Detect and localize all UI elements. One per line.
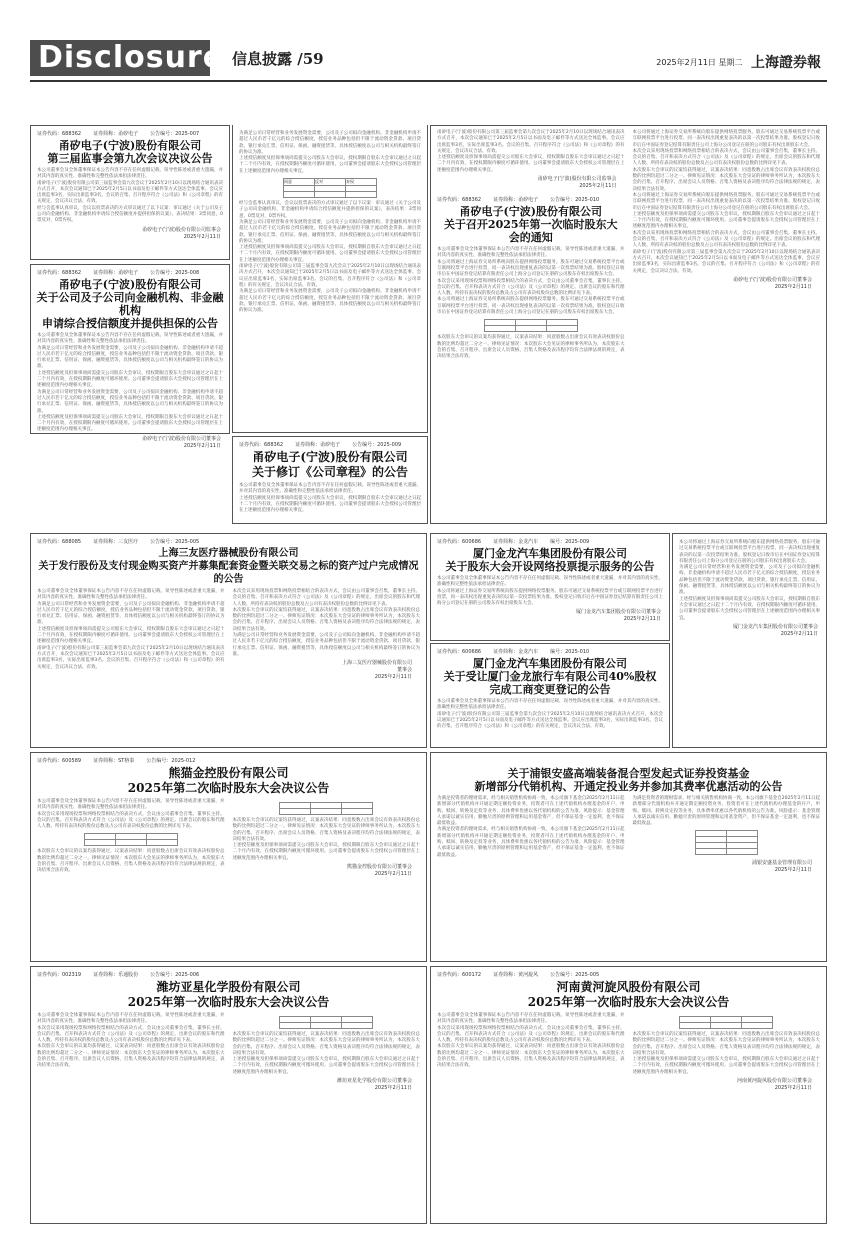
table-cell <box>84 840 115 846</box>
table-cell <box>311 1023 342 1029</box>
notice-body: 本公司将通过上海证券交易所系统向股东提供网络投票服务。股东可通过交易系统投票平台或互联网投票平台进行投票，同一表决权出现重复表决的以第一次投票结果为准。股权登记日收市后在中国证券登记结算有限责任公司上海分公司登记在册的公司股东有权出席股东大会。 <box>437 588 663 607</box>
notice-body: 本次会议采用现场投票和网络投票相结合的表决方式，会议由公司董事会召集，董事长主持。会议的召集、召开和表决方式符合《公司法》及《公司章程》的规定。出席会议的股东和代理人人数、所持有表决权的股份总数及占公司有表决权股份总数的比例详见下表。 <box>37 1025 225 1044</box>
column <box>37 1013 225 1094</box>
table-cell <box>515 326 546 332</box>
notice-body: 本次会议采用现场投票和网络投票相结合的表决方式，会议由公司董事会召集，董事长主持。会议的召集、召开和表决方式符合《公司法》及《公司章程》的规定。出席会议的股东和代理人人数、所持有表决权的股份总数及占公司有表决权股份总数的比例详见下表。 <box>632 148 820 167</box>
notice-body: 为满足公司日常经营和业务发展资金需要，公司及子公司拟向金融机构、非金融机构申请不超过人民币若干亿元的综合授信额度，授信业务品种包括但不限于流动资金贷款、项目贷款、银行承兑汇票、信用证、保函、融资租赁等，具体授信额度以公司与相关机构最终签订的协议为准。 <box>37 389 223 414</box>
two-column-body <box>431 1013 826 1094</box>
notice-title: 厦门金龙汽车集团股份有限公司 关于受让厦门金龙旅行车有限公司40%股权 完成工商变更登记的公告 <box>443 657 657 696</box>
notice-body: 为满足投资者的理财需求，经与相关销售机构协商一致，本公司旗下基金自2025年2月11日起新增部分代销机构并开通定期定额投资业务，投资者可在上述代销机构办理基金的开户、申购、赎回、转换及定投等业务，具体费率优惠以各代销机构的公告为准。风险提示：基金管理人承诺以诚实信用、勤勉尽责的原则管理和运用基金资产，但不保证基金一定盈利，也不保证最低收益。 <box>437 827 625 858</box>
column <box>437 1013 625 1094</box>
notice-body: 上述授信额度及担保事项尚需提交公司股东大会审议，授权期限自股东大会审议通过之日起十二个月内有效，在授权期限内额度可循环使用。公司董事会提请股东大会授权公司管理层在上述额度范围内办理相关事宜。 <box>232 843 420 861</box>
notice-box <box>30 752 427 962</box>
notice-continuation <box>672 533 827 748</box>
section-title: 信息披露 /59 <box>232 50 324 68</box>
notice-body: 本次股东大会审议的议案均获得通过，议案表决结果：同意股数占出席会议有效表决权股份总数的比例均超过二分之一。律师见证情况：本次股东大会见证的律师事务所认为，本次股东大会的召集、召开程序、出席会议人员资格、召集人资格及表决程序均符合法律法规的规定，表决结果合法有效。 <box>437 1044 625 1069</box>
notice-body: 本次会议采用现场投票和网络投票相结合的表决方式，会议由公司董事会召集，董事长主持。会议的召集、召开和表决方式符合《公司法》及《公司章程》的规定。出席会议的股东和代理人人数、所持有表决权的股份总数及占公司有表决权股份总数的比例详见下表。 <box>632 230 820 249</box>
notice-signature: 潍坊亚星化学股份有限公司董事会 2025年2月11日 <box>336 1078 412 1092</box>
notice-signature: 上海三友医疗器械股份有限公司 董事会 2025年2月11日 <box>341 660 412 681</box>
announcement-number: 公告编号：2025-005 <box>150 539 200 545</box>
data-table <box>283 178 377 198</box>
notice-title: 关于浦银安盛高端装备混合型发起式证券投资基金 新增部分代销机构、开通定投业务并参加其费率优惠活动的公告 <box>474 767 783 793</box>
notice-signature: 甬矽电子(宁波)股份有限公司董事会 2025年2月11日 <box>142 435 221 449</box>
stock-abbr: 证券简称：甬矽电子 <box>295 442 341 448</box>
notice-body: 本公司董事会及全体董事保证本公告内容不存在任何虚假记载、误导性陈述或者重大遗漏，并对其内容的真实性、准确性和完整性依法承担法律责任。 <box>437 247 625 259</box>
notice-body: 甬矽电子(宁波)股份有限公司第三届监事会第九次会议于2025年2月10日以现场结合通讯表决方式召开，本次会议通知已于2025年2月5日以书面及电子邮件等方式送达全体监事。会议应出席监事3名，实际出席监事3名。会议的召集、召开程序符合《公司法》和《公司章程》的有关规定，会议决议合法、有效。 <box>632 249 820 274</box>
notice-title: 河南黄河旋风股份有限公司 2025年第一次临时股东大会决议公告 <box>527 980 730 1009</box>
masthead-right <box>656 52 821 72</box>
notice-body: 为满足公司日常经营和业务发展资金需要，公司及子公司拟向金融机构、非金融机构申请不超过人民币若干亿元的综合授信额度，授信业务品种包括但不限于流动资金贷款、项目贷款、银行承兑汇票、信用证、保函、融资租赁等，具体授信额度以公司与相关机构最终签订的协议为准。 <box>239 131 421 155</box>
masthead-rule <box>30 80 827 82</box>
column <box>233 1013 421 1094</box>
notice-body: 为满足公司日常经营和业务发展资金需要，公司及子公司拟向金融机构、非金融机构申请不超过人民币若干亿元的综合授信额度，授信业务品种包括但不限于流动资金贷款、项目贷款、银行承兑汇票、信用证、保函、融资租赁等，具体授信额度以公司与相关机构最终签订的协议为准。 <box>239 219 421 244</box>
notice-body: 本公司董事会及全体董事保证本公告内容不存在任何虚假记载、误导性陈述或者重大遗漏，并对其内容的真实性、准确性和完整性依法承担法律责任。 <box>37 168 223 180</box>
data-table <box>84 833 178 846</box>
stock-abbr: 证券简称：黄河旋风 <box>493 972 539 978</box>
notice-title: 潍坊亚星化学股份有限公司 2025年第一次临时股东大会决议公告 <box>127 980 330 1009</box>
notice-body: 本公司将通过上海证券交易所系统向股东提供网络投票服务。股东可通过交易系统投票平台或互联网投票平台进行投票，同一表决权出现重复表决的以第一次投票结果为准。股权登记日收市后在中国证券登记结算有限责任公司上海分公司登记在册的公司股东有权出席股东大会。 <box>437 297 625 316</box>
notice-body: 本公司董事会及全体董事保证本公告内容不存在任何虚假记载、误导性陈述或者重大遗漏，并对其内容的真实性、准确性和完整性依法承担法律责任。 <box>37 589 225 601</box>
notice-body: 甬矽电子(宁波)股份有限公司第三届监事会第九次会议于2025年2月10日以现场结合通讯表决方式召开，本次会议通知已于2025年2月5日以书面及电子邮件等方式送达全体监事。会议应出席监事3名，实际出席监事3名。会议的召集、召开程序符合《公司法》和《公司章程》的有关规定，会议决议合法、有效。 <box>37 180 223 205</box>
notice-body: 为满足投资者的理财需求，经与相关销售机构协商一致，本公司旗下基金自2025年2月11日起新增部分代销机构并开通定期定额投资业务，投资者可在上述代销机构办理基金的开户、申购、赎回、转换及定投等业务，具体费率优惠以各代销机构的公告为准。风险提示：基金管理人承诺以诚实信用、勤勉尽责的原则管理和运用基金资产，但不保证基金一定盈利，也不保证最低收益。 <box>437 796 625 827</box>
notice-body: 本公司将通过上海证券交易所系统向股东提供网络投票服务。股东可通过交易系统投票平台或互联网投票平台进行投票，同一表决权出现重复表决的以第一次投票结果为准。股权登记日收市后在中国证券登记结算有限责任公司上海分公司登记在册的公司股东有权出席股东大会。 <box>632 192 820 211</box>
table-cell <box>695 849 726 855</box>
table-cell <box>284 192 315 198</box>
data-table <box>279 802 373 815</box>
issue-date: 2025年2月11日 星期二 <box>656 58 743 67</box>
column <box>633 796 821 876</box>
column <box>37 799 225 880</box>
notice-body: 为满足公司日常经营和业务发展资金需要，公司及子公司拟向金融机构、非金融机构申请不超过人民币若干亿元的综合授信额度，授信业务品种包括但不限于流动资金贷款、项目贷款、银行承兑汇票、信用证、保函、融资租赁等，具体授信额度以公司与相关机构最终签订的协议为准。 <box>679 565 820 596</box>
notice-signature: 甬矽电子(宁波)股份有限公司监事会 2025年2月11日 <box>142 226 221 240</box>
stock-abbr: 证券简称：金龙汽车 <box>493 649 539 655</box>
table-cell <box>146 840 177 846</box>
notice-title: 甬矽电子(宁波)股份有限公司 关于召开2025年第一次临时股东大会的通知 <box>443 205 618 245</box>
code-row <box>437 192 625 203</box>
notice-box <box>232 436 428 524</box>
table-cell <box>342 809 373 815</box>
column <box>233 799 421 880</box>
notice-body: 上述授信额度及担保事项尚需提交公司股东大会审议，授权期限自股东大会审议通过之日起十二个月内有效，在授权期限内额度可循环使用。公司董事会提请股东大会授权公司管理层在上述额度范围内办理相关事宜。 <box>37 414 223 433</box>
notice-box <box>430 533 670 641</box>
table-cell <box>484 326 515 332</box>
announcement-number: 公告编号：2025-010 <box>550 197 600 204</box>
table-cell: 弃权 <box>346 179 377 186</box>
stock-code: 证券代码：688362 <box>37 270 82 276</box>
stock-code: 证券代码：600686 <box>437 539 482 545</box>
table-cell <box>280 1023 311 1029</box>
notice-body: 本公司董事会及全体董事保证本公告内容不存在任何虚假记载、误导性陈述或者重大遗漏，并对其内容的真实性、准确性和完整性依法承担法律责任。 <box>437 699 663 711</box>
column <box>37 589 225 683</box>
notice-body: 甬矽电子(宁波)股份有限公司第三届监事会第九次会议于2025年2月10日以现场结合通讯表决方式召开，本次会议通知已于2025年2月5日以书面及电子邮件等方式送达全体监事。会议应出席监事3名，实际出席监事3名。会议的召集、召开程序符合《公司法》和《公司章程》的有关规定，会议决议合法、有效。 <box>37 645 225 670</box>
notice-title: 甬矽电子(宁波)股份有限公司 第三届监事会第九次会议决议公告 <box>47 139 213 165</box>
notice-body: 经与会监事认真审议，会议以投票表决的方式审议通过了以下议案：审议通过《关于公司及子公司向金融机构、非金融机构申请综合授信额度并提供担保的议案》，表决结果：3票同意，0票反对，0票弃权。 <box>239 201 421 219</box>
table-cell <box>711 1023 742 1029</box>
announcement-number: 公告编号：2025-008 <box>150 270 200 276</box>
notice-body: 本次股东大会审议的议案均获得通过，议案表决结果：同意股数占出席会议有效表决权股份总数的比例均超过二分之一。律师见证情况：本次股东大会见证的律师事务所认为，本次股东大会的召集、召开程序、出席会议人员资格、召集人资格及表决程序均符合法律法规的规定，表决结果合法有效。 <box>437 335 625 360</box>
column <box>437 130 625 361</box>
notice-box <box>430 643 670 748</box>
notice-body: 本公司董事会及全体董事保证本公告内容不存在任何虚假记载、误导性陈述或者重大遗漏，并对其内容的真实性、准确性和完整性依法承担法律责任。 <box>37 799 225 811</box>
notice-body: 为满足公司日常经营和业务发展资金需要，公司及子公司拟向金融机构、非金融机构申请不超过人民币若干亿元的综合授信额度，授信业务品种包括但不限于流动资金贷款、项目贷款、银行承兑汇票、信用证、保函、融资租赁等，具体授信额度以公司与相关机构最终签订的协议为准。 <box>239 289 421 314</box>
notice-title: 上海三友医疗器械股份有限公司 关于发行股份及支付现金购买资产并募集配套资金暨关联交易之标的资产过户完成情况的公告 <box>38 548 419 585</box>
notice-box <box>30 533 427 748</box>
notice-body: 上述授信额度及担保事项尚需提交公司股东大会审议，授权期限自股东大会审议通过之日起十二个月内有效，在授权期限内额度可循环使用。公司董事会提请股东大会授权公司管理层在上述额度范围内办理相关事宜。 <box>437 155 625 173</box>
stock-code: 证券代码：600589 <box>37 758 82 764</box>
code-row <box>431 644 669 655</box>
stock-code: 证券代码：600172 <box>437 972 482 978</box>
column <box>437 796 625 876</box>
notice-body: 本次会议采用现场投票和网络投票相结合的表决方式，会议由公司董事会召集，董事长主持。会议的召集、召开和表决方式符合《公司法》及《公司章程》的规定。出席会议的股东和代理人人数、所持有表决权的股份总数及占公司有表决权股份总数的比例详见下表。 <box>437 278 625 297</box>
notice-body: 上述授信额度及担保事项尚需提交公司股东大会审议，授权期限自股东大会审议通过之日起十二个月内有效，在授权期限内额度可循环使用。公司董事会提请股东大会授权公司管理层在上述额度范围内办理相关事宜。 <box>239 156 421 174</box>
announcement-number: 公告编号：2025-005 <box>550 972 600 978</box>
notice-body: 甬矽电子(宁波)股份有限公司第三届监事会第九次会议于2025年2月10日以现场结合通讯表决方式召开，本次会议通知已于2025年2月5日以书面及电子邮件等方式送达全体监事。会议应出席监事3名，实际出席监事3名。会议的召集、召开程序符合《公司法》和《公司章程》的有关规定，会议决议合法、有效。 <box>437 130 625 154</box>
stock-abbr: 证券简称：甬矽电子 <box>93 131 139 137</box>
stock-code: 证券代码：688362 <box>437 197 482 204</box>
notice-body: 本公司董事会及全体董事保证本公告内容不存在任何虚假记载、误导性陈述或者重大遗漏，并对其内容的真实性、准确性和完整性依法承担法律责任。 <box>37 1013 225 1025</box>
notice-body: 为满足公司日常经营和业务发展资金需要，公司及子公司拟向金融机构、非金融机构申请不超过人民币若干亿元的综合授信额度，授信业务品种包括但不限于流动资金贷款、项目贷款、银行承兑汇票、信用证、保函、融资租赁等，具体授信额度以公司与相关机构最终签订的协议为准。 <box>37 345 223 370</box>
code-row <box>431 534 669 545</box>
notice-body: 本次股东大会审议的议案均获得通过，议案表决结果：同意股数占出席会议有效表决权股份总数的比例均超过二分之一。律师见证情况：本次股东大会见证的律师事务所认为，本次股东大会的召集、召开程序、出席会议人员资格、召集人资格及表决程序均符合法律法规的规定，表决结果合法有效。 <box>232 818 420 842</box>
stock-abbr: 证券简称：金龙汽车 <box>493 539 539 545</box>
code-row <box>31 967 426 978</box>
code-row <box>31 534 426 545</box>
notice-body: 上述授信额度及担保事项尚需提交公司股东大会审议，授权期限自股东大会审议通过之日起十二个月内有效，在授权期限内额度可循环使用。公司董事会提请股东大会授权公司管理层在上述额度范围内办理相关事宜。 <box>632 1057 820 1075</box>
stock-code: 证券代码：688362 <box>239 442 284 448</box>
announcement-number: 公告编号：2025-009 <box>352 442 402 448</box>
stock-abbr: 证券简称：三友医疗 <box>93 539 139 545</box>
column <box>233 589 421 683</box>
notice-signature: 河南黄河旋风股份有限公司董事会 2025年2月11日 <box>736 1078 812 1092</box>
notice-body: 本公司将通过上海证券交易所系统向股东提供网络投票服务。股东可通过交易系统投票平台或互联网投票平台进行投票，同一表决权出现重复表决的以第一次投票结果为准。股权登记日收市后在中国证券登记结算有限责任公司上海分公司登记在册的公司股东有权出席股东大会。 <box>632 130 820 148</box>
newspaper-name: 上海證券報 <box>751 55 821 71</box>
notice-body: 为满足公司日常经营和业务发展资金需要，公司及子公司拟向金融机构、非金融机构申请不超过人民币若干亿元的综合授信额度，授信业务品种包括但不限于流动资金贷款、项目贷款、银行承兑汇票、信用证、保函、融资租赁等，具体授信额度以公司与相关机构最终签订的协议为准。 <box>232 633 420 657</box>
notice-body: 本公司将通过上海证券交易所系统向股东提供网络投票服务。股东可通过交易系统投票平台或互联网投票平台进行投票，同一表决权出现重复表决的以第一次投票结果为准。股权登记日收市后在中国证券登记结算有限责任公司上海分公司登记在册的公司股东有权出席股东大会。 <box>437 259 625 278</box>
stock-code: 证券代码：688085 <box>37 539 82 545</box>
stock-abbr: 证券简称：ST榕泰 <box>93 758 135 764</box>
notice-title: 熊猫金控股份有限公司 2025年第二次临时股东大会决议公告 <box>127 766 330 795</box>
table-cell: 反对 <box>315 179 346 186</box>
notice-body: 本次会议采用现场投票和网络投票相结合的表决方式，会议由公司董事会召集，董事长主持。会议的召集、召开和表决方式符合《公司法》及《公司章程》的规定。出席会议的股东和代理人人数、所持有表决权的股份总数及占公司有表决权股份总数的比例详见下表。 <box>437 1025 625 1044</box>
table-cell <box>726 849 757 855</box>
notice-body: 本公司将通过上海证券交易所系统向股东提供网络投票服务。股东可通过交易系统投票平台或互联网投票平台进行投票，同一表决权出现重复表决的以第一次投票结果为准。股权登记日收市后在中国证券登记结算有限责任公司上海分公司登记在册的公司股东有权出席股东大会。 <box>679 540 820 564</box>
stock-code: 证券代码：688362 <box>37 131 82 137</box>
notice-title: 甬矽电子(宁波)股份有限公司 关于修订《公司章程》的公告 <box>251 450 408 479</box>
two-column-body <box>31 799 426 880</box>
stock-code: 证券代码：600686 <box>437 649 482 655</box>
code-row <box>31 753 426 764</box>
disclosure-logo: Disclosure <box>30 40 210 76</box>
announcement-number: 公告编号：2025-012 <box>146 758 196 764</box>
data-table <box>484 319 578 332</box>
data-table <box>679 1016 773 1029</box>
notice-signature: 甬矽电子(宁波)股份有限公司董事会 2025年2月11日 <box>733 276 812 290</box>
notice-body: 本次股东大会审议的议案均获得通过，议案表决结果：同意股数占出席会议有效表决权股份总数的比例均超过二分之一。律师见证情况：本次股东大会见证的律师事务所认为，本次股东大会的召集、召开程序、出席会议人员资格、召集人资格及表决程序均符合法律法规的规定，表决结果合法有效。 <box>37 849 225 874</box>
notice-box <box>30 966 427 1224</box>
notice-body: 本次股东大会审议的议案均获得通过，议案表决结果：同意股数占出席会议有效表决权股份总数的比例均超过二分之一。律师见证情况：本次股东大会见证的律师事务所认为，本次股东大会的召集、召开程序、出席会议人员资格、召集人资格及表决程序均符合法律法规的规定，表决结果合法有效。 <box>232 1032 420 1056</box>
notice-box <box>30 264 230 449</box>
notice-body: 本次股东大会审议的议案均获得通过，议案表决结果：同意股数占出席会议有效表决权股份总数的比例均超过二分之一。律师见证情况：本次股东大会见证的律师事务所认为，本次股东大会的召集、召开程序、出席会议人员资格、召集人资格及表决程序均符合法律法规的规定，表决结果合法有效。 <box>37 1044 225 1069</box>
notice-body: 本公司董事会及全体董事保证本公告内容不存在任何虚假记载、误导性陈述或者重大遗漏，并对其内容的真实性、准确性和完整性依法承担法律责任。 <box>239 483 421 495</box>
two-column-body <box>31 589 426 683</box>
stock-abbr: 证券简称：甬矽电子 <box>93 270 139 276</box>
notice-box <box>430 966 827 1224</box>
notice-signature: 甬矽电子(宁波)股份有限公司监事会 2025年2月11日 <box>537 176 617 190</box>
code-row <box>31 265 229 276</box>
notice-box <box>430 752 827 962</box>
two-column-body <box>431 126 826 361</box>
stock-code: 证券代码：002319 <box>37 972 82 978</box>
notice-body: 本次股东大会审议的议案均获得通过，议案表决结果：同意股数占出席会议有效表决权股份总数的比例均超过二分之一。律师见证情况：本次股东大会见证的律师事务所认为，本次股东大会的召集、召开程序、出席会议人员资格、召集人资格及表决程序均符合法律法规的规定，表决结果合法有效。 <box>632 167 820 192</box>
notice-title: 厦门金龙汽车集团股份有限公司 关于股东大会开设网络投票提示服务的公告 <box>445 547 655 573</box>
notice-body: 本公司董事会及全体董事保证本公告内容不存在任何虚假记载、误导性陈述或者重大遗漏，并对其内容的真实性、准确性和完整性依法承担法律责任。 <box>437 1013 625 1025</box>
notice-body: 上述授信额度及担保事项尚需提交公司股东大会审议，授权期限自股东大会审议通过之日起十二个月内有效，在授权期限内额度可循环使用。公司董事会提请股东大会授权公司管理层在上述额度范围内办理相关事宜。 <box>37 626 225 645</box>
table-cell <box>315 192 346 198</box>
notice-body: 本次会议采用现场投票和网络投票相结合的表决方式，会议由公司董事会召集，董事长主持。会议的召集、召开和表决方式符合《公司法》及《公司章程》的规定。出席会议的股东和代理人人数、所持有表决权的股份总数及占公司有表决权股份总数的比例详见下表。 <box>37 811 225 830</box>
table-cell <box>342 1023 373 1029</box>
notice-box <box>430 125 827 524</box>
announcement-number: 编号：2025-010 <box>550 649 590 655</box>
table-cell: 同意 <box>284 179 315 186</box>
code-row <box>233 437 427 448</box>
notice-signature: 厦门金龙汽车集团股份有限公司董事会 2025年2月11日 <box>575 609 661 623</box>
column <box>633 1013 821 1094</box>
data-table <box>279 1016 373 1029</box>
notice-body: 经与会监事认真审议，会议以投票表决的方式审议通过了以下议案：审议通过《关于公司及子公司向金融机构、非金融机构申请综合授信额度并提供担保的议案》，表决结果：3票同意，0票反对，0票弃权。 <box>37 205 223 224</box>
column <box>633 130 821 361</box>
notice-body: 甬矽电子(宁波)股份有限公司第三届监事会第九次会议于2025年2月10日以现场结合通讯表决方式召开，本次会议通知已于2025年2月5日以书面及电子邮件等方式送达全体监事。会议应出席监事3名，实际出席监事3名。会议的召集、召开程序符合《公司法》和《公司章程》的有关规定，会议决议合法、有效。 <box>437 711 663 730</box>
notice-title: 甬矽电子(宁波)股份有限公司 关于公司及子公司向金融机构、非金融机构 申请综合授信额度并提供担保的公告 <box>36 278 224 330</box>
announcement-number: 编号：2025-009 <box>550 539 590 545</box>
notice-body: 为满足公司日常经营和业务发展资金需要，公司及子公司拟向金融机构、非金融机构申请不超过人民币若干亿元的综合授信额度，授信业务品种包括但不限于流动资金贷款、项目贷款、银行承兑汇票、信用证、保函、融资租赁等，具体授信额度以公司与相关机构最终签订的协议为准。 <box>37 601 225 626</box>
table-cell <box>546 326 577 332</box>
data-table <box>695 830 758 855</box>
code-row <box>431 967 826 978</box>
notice-body: 上述授信额度及担保事项尚需提交公司股东大会审议，授权期限自股东大会审议通过之日起十二个月内有效，在授权期限内额度可循环使用。公司董事会提请股东大会授权公司管理层在上述额度范围内办理相关事宜。 <box>232 1057 420 1075</box>
notice-body: 上述授信额度及担保事项尚需提交公司股东大会审议，授权期限自股东大会审议通过之日起十二个月内有效，在授权期限内额度可循环使用。公司董事会提请股东大会授权公司管理层在上述额度范围内办理相关事宜。 <box>632 211 820 230</box>
notice-body: 本次股东大会审议的议案均获得通过，议案表决结果：同意股数占出席会议有效表决权股份总数的比例均超过二分之一。律师见证情况：本次股东大会见证的律师事务所认为，本次股东大会的召集、召开程序、出席会议人员资格、召集人资格及表决程序均符合法律法规的规定，表决结果合法有效。 <box>232 607 420 632</box>
notice-body: 上述授信额度及担保事项尚需提交公司股东大会审议，授权期限自股东大会审议通过之日起十二个月内有效，在授权期限内额度可循环使用。公司董事会提请股东大会授权公司管理层在上述额度范围内办理相关事宜。 <box>239 245 421 263</box>
notice-body: 本次会议采用现场投票和网络投票相结合的表决方式，会议由公司董事会召集，董事长主持。会议的召集、召开和表决方式符合《公司法》及《公司章程》的规定。出席会议的股东和代理人人数、所持有表决权的股份总数及占公司有表决权股份总数的比例详见下表。 <box>232 589 420 607</box>
two-column-body <box>31 1013 426 1094</box>
notice-signature: 厦门金龙汽车集团股份有限公司董事会 2025年2月11日 <box>732 623 818 637</box>
notice-body: 本公司董事会及全体董事保证本公告内容不存在任何虚假记载、误导性陈述或者重大遗漏，并对其内容的真实性、准确性和完整性依法承担法律责任。 <box>37 333 223 345</box>
table-cell <box>115 840 146 846</box>
notice-body: 甬矽电子(宁波)股份有限公司第三届监事会第九次会议于2025年2月10日以现场结合通讯表决方式召开，本次会议通知已于2025年2月5日以书面及电子邮件等方式送达全体监事。会议应出席监事3名，实际出席监事3名。会议的召集、召开程序符合《公司法》和《公司章程》的有关规定，会议决议合法、有效。 <box>239 264 421 288</box>
code-row <box>31 126 229 137</box>
notice-body: 上述授信额度及担保事项尚需提交公司股东大会审议，授权期限自股东大会审议通过之日起十二个月内有效，在授权期限内额度可循环使用。公司董事会提请股东大会授权公司管理层在上述额度范围内办理相关事宜。 <box>37 370 223 389</box>
table-cell <box>311 809 342 815</box>
notice-body: 上述授信额度及担保事项尚需提交公司股东大会审议，授权期限自股东大会审议通过之日起十二个月内有效，在授权期限内额度可循环使用。公司董事会提请股东大会授权公司管理层在上述额度范围内办理相关事宜。 <box>679 596 820 621</box>
notice-body: 为满足投资者的理财需求，经与相关销售机构协商一致，本公司旗下基金自2025年2月11日起新增部分代销机构并开通定期定额投资业务，投资者可在上述代销机构办理基金的开户、申购、赎回、转换及定投等业务，具体费率优惠以各代销机构的公告为准。风险提示：基金管理人承诺以诚实信用、勤勉尽责的原则管理和运用基金资产，但不保证基金一定盈利，也不保证最低收益。 <box>632 796 820 827</box>
notice-body: 本公司董事会及全体董事保证本公告内容不存在任何虚假记载、误导性陈述或者重大遗漏，并对其内容的真实性、准确性和完整性依法承担法律责任。 <box>437 576 663 588</box>
notice-body: 上述授信额度及担保事项尚需提交公司股东大会审议，授权期限自股东大会审议通过之日起十二个月内有效，在授权期限内额度可循环使用。公司董事会提请股东大会授权公司管理层在上述额度范围内办理相关事宜。 <box>239 495 421 514</box>
table-cell <box>742 1023 773 1029</box>
notice-body: 本次股东大会审议的议案均获得通过，议案表决结果：同意股数占出席会议有效表决权股份总数的比例均超过二分之一。律师见证情况：本次股东大会见证的律师事务所认为，本次股东大会的召集、召开程序、出席会议人员资格、召集人资格及表决程序均符合法律法规的规定，表决结果合法有效。 <box>632 1032 820 1056</box>
stock-abbr: 证券简称：甬矽电子 <box>493 197 539 204</box>
table-cell <box>346 192 377 198</box>
notice-box <box>30 125 230 260</box>
masthead <box>0 0 857 82</box>
announcement-number: 公告编号：2025-006 <box>150 972 200 978</box>
stock-abbr: 证券简称：乐通股份 <box>93 972 139 978</box>
notice-signature: 浦银安盛基金管理有限公司 2025年2月11日 <box>751 860 812 874</box>
notice-signature: 熊猫金控股份有限公司董事会 2025年2月11日 <box>346 864 412 878</box>
table-cell <box>280 809 311 815</box>
notice-continuation <box>232 125 428 433</box>
two-column-body <box>431 796 826 876</box>
announcement-number: 公告编号：2025-007 <box>150 131 200 137</box>
table-cell <box>680 1023 711 1029</box>
